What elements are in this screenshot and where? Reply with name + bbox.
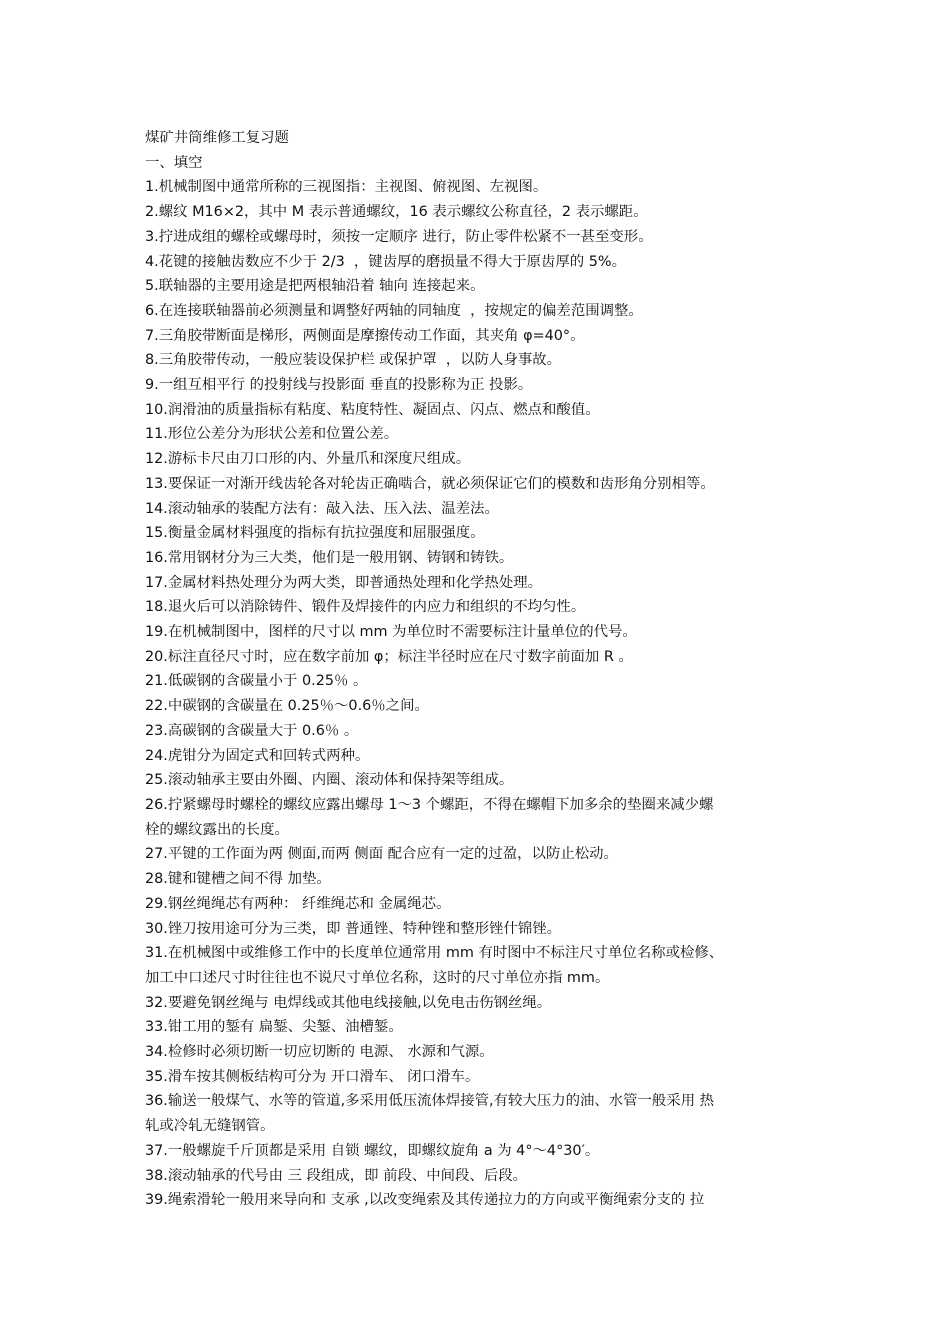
question-line: 8.三角胶带传动，一般应装设保护栏 或保护罩 ，以防人身事故。 xyxy=(145,352,562,369)
question-line: 22.中碳钢的含碳量在 0.25％～0.6％之间。 xyxy=(145,698,429,715)
question-line: 32.要避免钢丝绳与 电焊线或其他电线接触,以免电击伤钢丝绳。 xyxy=(145,994,552,1011)
question-line: 3.拧进成组的螺栓或螺母时，须按一定顺序 进行，防止零件松紧不一甚至变形。 xyxy=(145,228,653,245)
question-line: 26.拧紧螺母时螺栓的螺纹应露出螺母 1～3 个螺距，不得在螺帽下加多余的垫圈来减少螺 xyxy=(145,796,714,813)
question-line: 1.机械制图中通常所称的三视图指：主视图、俯视图、左视图。 xyxy=(145,179,548,196)
question-line-continued: 加工中口述尺寸时往往也不说尺寸单位名称，这时的尺寸单位亦指 mm。 xyxy=(145,969,610,986)
question-line: 5.联轴器的主要用途是把两根轴沿着 轴向 连接起来。 xyxy=(145,278,485,295)
question-line: 25.滚动轴承主要由外圈、内圈、滚动体和保持架等组成。 xyxy=(145,772,514,789)
question-line: 28.键和键槽之间不得 加垫。 xyxy=(145,871,331,888)
question-line: 33.钳工用的錾有 扁錾、尖錾、油槽錾。 xyxy=(145,1019,403,1036)
question-line: 10.润滑油的质量指标有粘度、粘度特性、凝固点、闪点、燃点和酸值。 xyxy=(145,401,600,418)
question-line: 38.滚动轴承的代号由 三 段组成，即 前段、中间段、后段。 xyxy=(145,1167,527,1184)
question-line: 16.常用钢材分为三大类，他们是一般用钢、铸钢和铸铁。 xyxy=(145,549,514,566)
question-line: 4.花键的接触齿数应不少于 2/3 ，键齿厚的磨损量不得大于原齿厚的 5%。 xyxy=(145,253,626,270)
question-line: 20.标注直径尺寸时，应在数字前加 φ；标注半径时应在尺寸数字前面加 R 。 xyxy=(145,648,633,665)
document-title: 煤矿井筒维修工复习题 xyxy=(145,130,289,146)
question-line: 2.螺纹 M16×2，其中 M 表示普通螺纹，16 表示螺纹公称直径，2 表示螺距。 xyxy=(145,204,648,221)
question-line: 21.低碳钢的含碳量小于 0.25％ 。 xyxy=(145,673,368,690)
question-line: 35.滑车按其侧板结构可分为 开口滑车、 闭口滑车。 xyxy=(145,1068,480,1085)
question-line: 19.在机械制图中，图样的尺寸以 mm 为单位时不需要标注计量单位的代号。 xyxy=(145,624,637,641)
question-line: 15.衡量金属材料强度的指标有抗拉强度和屈服强度。 xyxy=(145,525,485,542)
question-line: 34.检修时必须切断一切应切断的 电源、 水源和气源。 xyxy=(145,1044,494,1061)
question-line: 13.要保证一对渐开线齿轮各对轮齿正确啮合，就必须保证它们的模数和齿形角分别相等。 xyxy=(145,475,715,492)
question-line: 24.虎钳分为固定式和回转式两种。 xyxy=(145,747,370,764)
question-line: 11.形位公差分为形状公差和位置公差。 xyxy=(145,426,399,443)
question-line: 29.钢丝绳绳芯有两种： 纤维绳芯和 金属绳芯。 xyxy=(145,895,451,912)
section-heading: 一、填空 xyxy=(145,154,203,171)
question-line: 9.一组互相平行 的投射线与投影面 垂直的投影称为正 投影。 xyxy=(145,377,533,394)
question-line: 37.一般螺旋千斤顶都是采用 自锁 螺纹，即螺纹旋角 a 为 4°～4°30′。 xyxy=(145,1142,600,1159)
question-line: 39.绳索滑轮一般用来导向和 支承 ,以改变绳索及其传递拉力的方向或平衡绳索分支的 拉 xyxy=(145,1192,705,1209)
question-line-continued: 轧或冷轧无缝钢管。 xyxy=(145,1118,275,1135)
question-line: 36.输送一般煤气、水等的管道,多采用低压流体焊接管,有较大压力的油、水管一般采用 热 xyxy=(145,1093,715,1110)
question-line: 31.在机械图中或维修工作中的长度单位通常用 mm 有时图中不标注尺寸单位名称或检修、 xyxy=(145,945,724,962)
question-line: 18.退火后可以消除铸件、锻件及焊接件的内应力和组织的不均匀性。 xyxy=(145,599,586,616)
question-line: 7.三角胶带断面是梯形，两侧面是摩擦传动工作面，其夹角 φ=40°。 xyxy=(145,327,585,344)
question-line: 23.高碳钢的含碳量大于 0.6％ 。 xyxy=(145,722,359,739)
document-body xyxy=(145,126,825,1213)
question-line: 12.游标卡尺由刀口形的内、外量爪和深度尺组成。 xyxy=(145,451,471,468)
question-line: 14.滚动轴承的装配方法有：敲入法、压入法、温差法。 xyxy=(145,500,499,517)
question-line: 17.金属材料热处理分为两大类，即普通热处理和化学热处理。 xyxy=(145,574,543,591)
question-line: 6.在连接联轴器前必须测量和调整好两轴的同轴度 ，按规定的偏差范围调整。 xyxy=(145,302,643,319)
question-line-continued: 栓的螺纹露出的长度。 xyxy=(145,821,289,838)
question-line: 27.平键的工作面为两 侧面,而两 侧面 配合应有一定的过盈，以防止松动。 xyxy=(145,846,618,863)
question-line: 30.锉刀按用途可分为三类，即 普通锉、特种锉和整形锉什锦锉。 xyxy=(145,920,562,937)
